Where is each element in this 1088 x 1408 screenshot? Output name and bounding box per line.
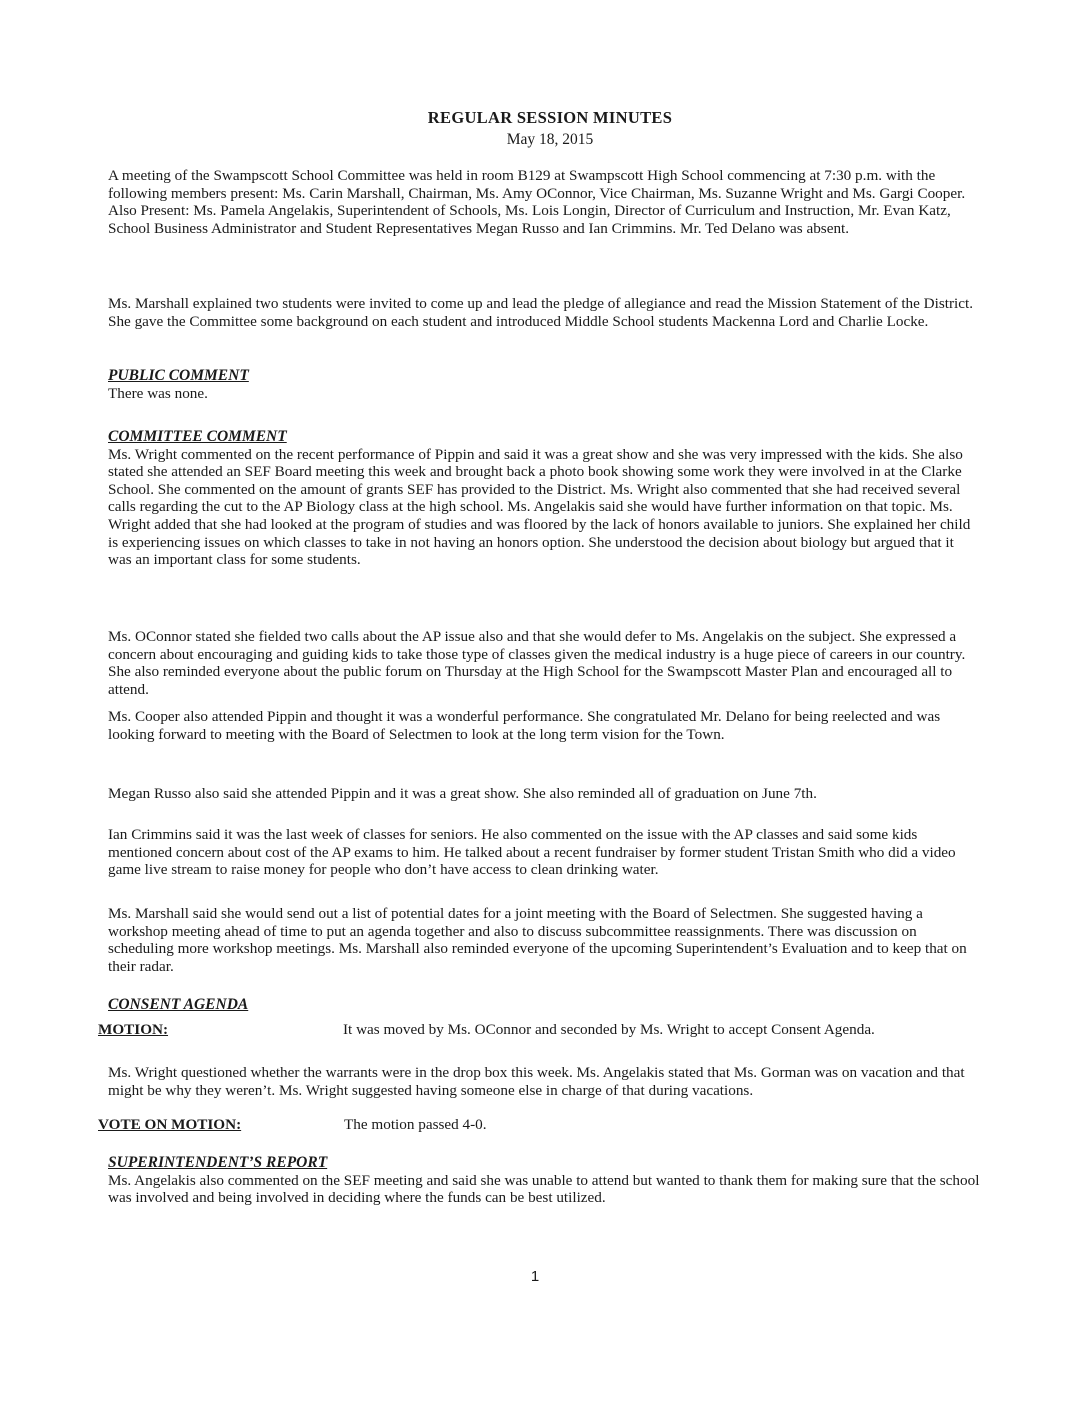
committee-comment-section xyxy=(108,428,980,569)
meeting-date: May 18, 2015 xyxy=(506,131,594,148)
motion-text: It was moved by Ms. OConnor and seconded by Ms. Wright to accept Consent Agenda. xyxy=(343,1021,875,1038)
committee-comment-paragraph: Ms. Marshall said she would send out a list of potential dates for a joint meeting with the Board of Selectmen. She suggested having a workshop meeting ahead of time to put an agenda together and also to discuss subcommittee reassignments. There was discussion on scheduling more workshop meetings. Ms. Marshall also reminded everyone of the upcoming Superintendent’s Evaluation and to keep that on their radar. xyxy=(108,905,967,975)
vote-text: The motion passed 4-0. xyxy=(344,1116,487,1133)
section-heading: PUBLIC COMMENT xyxy=(108,367,249,384)
consent-agenda-heading-block xyxy=(108,996,980,1014)
committee-comment-paragraph: Ms. Wright commented on the recent performance of Pippin and said it was a great show and she was very impressed with the kids. She also stated she attended an SEF Board meeting this week and brought back a photo book showing some work they were involved in at the Clarke School. She commented on the amount of grants SEF has provided to the District. Ms. Wright also commented that she had received several calls regarding the cut to the AP Biology class at the high school. Ms. Angelakis said she would have further information on that topic. Ms. Wright added that she had looked at the program of studies and was floored by the lack of honors available to juniors. She explained her child is experiencing issues on which classes to take in not having an honors option. She understood the decision about biology but argued that it was an important class for some students. xyxy=(108,445,971,569)
motion-label: MOTION: xyxy=(98,1021,169,1038)
intro-paragraph-attendance: A meeting of the Swampscott School Committee was held in room B129 at Swampscott High School commencing at 7:30 p.m. with the following members present: Ms. Carin Marshall, Chairman, Ms. Amy OConnor, Vice Chairman, Ms. Suzanne Wright and Ms. Gargi Cooper. Also Present: Ms. Pamela Angelakis, Superintendent of Schools, Ms. Lois Longin, Director of Curriculum and Instruction, Mr. Evan Katz, School Business Administrator and Student Representatives Megan Russo and Ian Crimmins. Mr. Ted Delano was absent. xyxy=(108,167,966,237)
committee-comment-paragraph: Ms. Cooper also attended Pippin and thought it was a wonderful performance. She congratulated Mr. Delano for being reelected and was looking forward to meeting with the Board of Selectmen to look at the long term vision for the Town. xyxy=(108,708,941,743)
public-comment-text: There was none. xyxy=(108,384,208,402)
page-number: 1 xyxy=(530,1268,540,1285)
intro-paragraph-pledge: Ms. Marshall explained two students were invited to come up and lead the pledge of allegiance and read the Mission Statement of the District. She gave the Committee some background on each student and introduced Middle School students Mackenna Lord and Charlie Locke. xyxy=(108,295,974,330)
consent-discussion: Ms. Wright questioned whether the warrants were in the drop box this week. Ms. Angelakis stated that Ms. Gorman was on vacation and that might be why they weren’t. Ms. Wright suggested having someone else in charge of that during vacations. xyxy=(108,1064,965,1099)
committee-comment-paragraph: Megan Russo also said she attended Pippin and it was a great show. She also reminded all of graduation on June 7th. xyxy=(108,785,817,802)
public-comment-section xyxy=(108,367,980,402)
committee-comment-paragraph: Ms. OConnor stated she fielded two calls about the AP issue also and that she would defer to Ms. Angelakis on the subject. She expressed a concern about encouraging and guiding kids to take those type of classes given the medical industry is a huge piece of careers in our country. She also reminded everyone about the public forum on Thursday at the High School for the Swampscott Master Plan and encouraged all to attend. xyxy=(108,628,966,698)
superintendent-report-text: Ms. Angelakis also commented on the SEF meeting and said she was unable to attend but wanted to thank them for making sure that the school was involved and being involved in deciding where the funds can be best utilized. xyxy=(108,1171,980,1207)
section-heading: SUPERINTENDENT’S REPORT xyxy=(108,1154,328,1171)
section-heading: CONSENT AGENDA xyxy=(108,996,249,1013)
document-title: REGULAR SESSION MINUTES xyxy=(427,108,673,127)
section-heading: COMMITTEE COMMENT xyxy=(108,428,287,445)
vote-label: VOTE ON MOTION: xyxy=(98,1116,242,1133)
document-header xyxy=(0,108,1088,149)
committee-comment-paragraph: Ian Crimmins said it was the last week of classes for seniors. He also commented on the issue with the AP classes and said some kids mentioned concern about cost of the AP exams to him. He talked about a recent fundraiser by former student Tristan Smith who did a video game live stream to raise money for people who don’t have access to clean drinking water. xyxy=(108,826,956,879)
superintendent-report-section xyxy=(108,1154,980,1207)
